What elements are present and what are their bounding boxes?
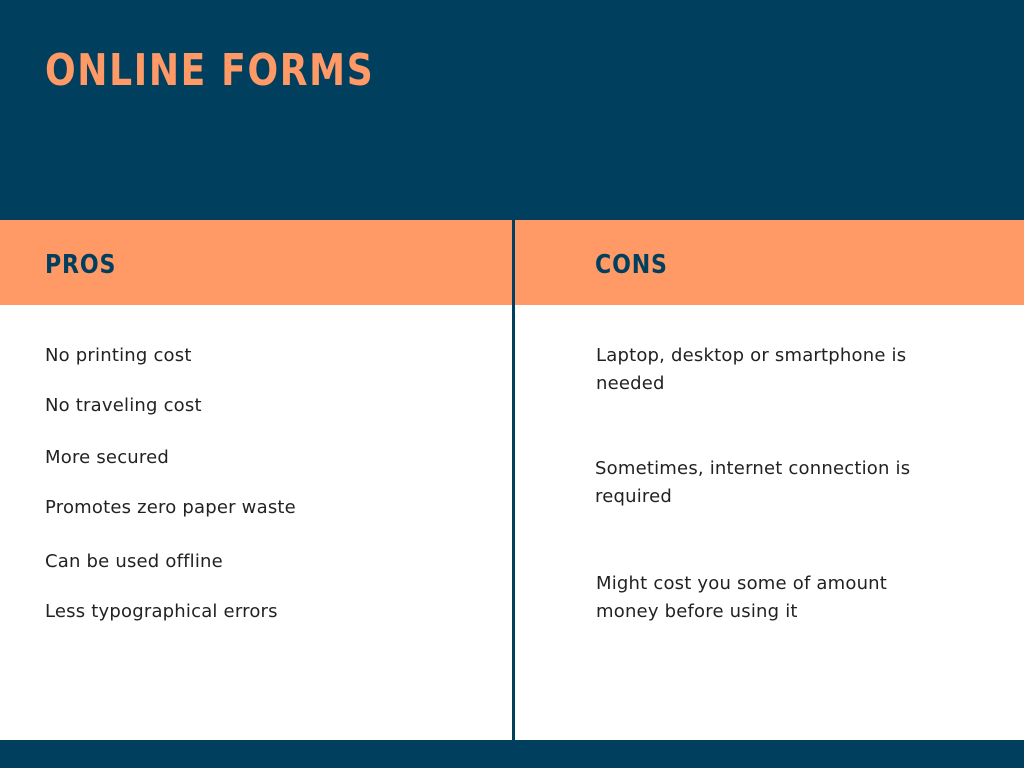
title-banner bbox=[0, 0, 1024, 220]
pros-item-traveling: No traveling cost bbox=[45, 395, 202, 416]
pros-heading: PROS bbox=[45, 250, 117, 280]
page-title: ONLINE FORMS bbox=[45, 45, 375, 96]
cons-item-device-needed: Laptop, desktop or smartphone is needed bbox=[596, 345, 907, 394]
footer-band bbox=[0, 740, 1024, 768]
pros-item-offline: Can be used offline bbox=[45, 551, 223, 572]
cons-heading: CONS bbox=[595, 250, 668, 280]
pros-item-printing: No printing cost bbox=[45, 345, 192, 366]
column-divider bbox=[512, 220, 515, 740]
pros-item-secured: More secured bbox=[45, 447, 170, 468]
cons-item-internet-required: Sometimes, internet connection is required bbox=[595, 458, 911, 507]
pros-item-typo-errors: Less typographical errors bbox=[45, 601, 278, 622]
cons-item-cost: Might cost you some of amount money before using it bbox=[596, 573, 888, 622]
pros-item-paper-waste: Promotes zero paper waste bbox=[45, 497, 296, 518]
